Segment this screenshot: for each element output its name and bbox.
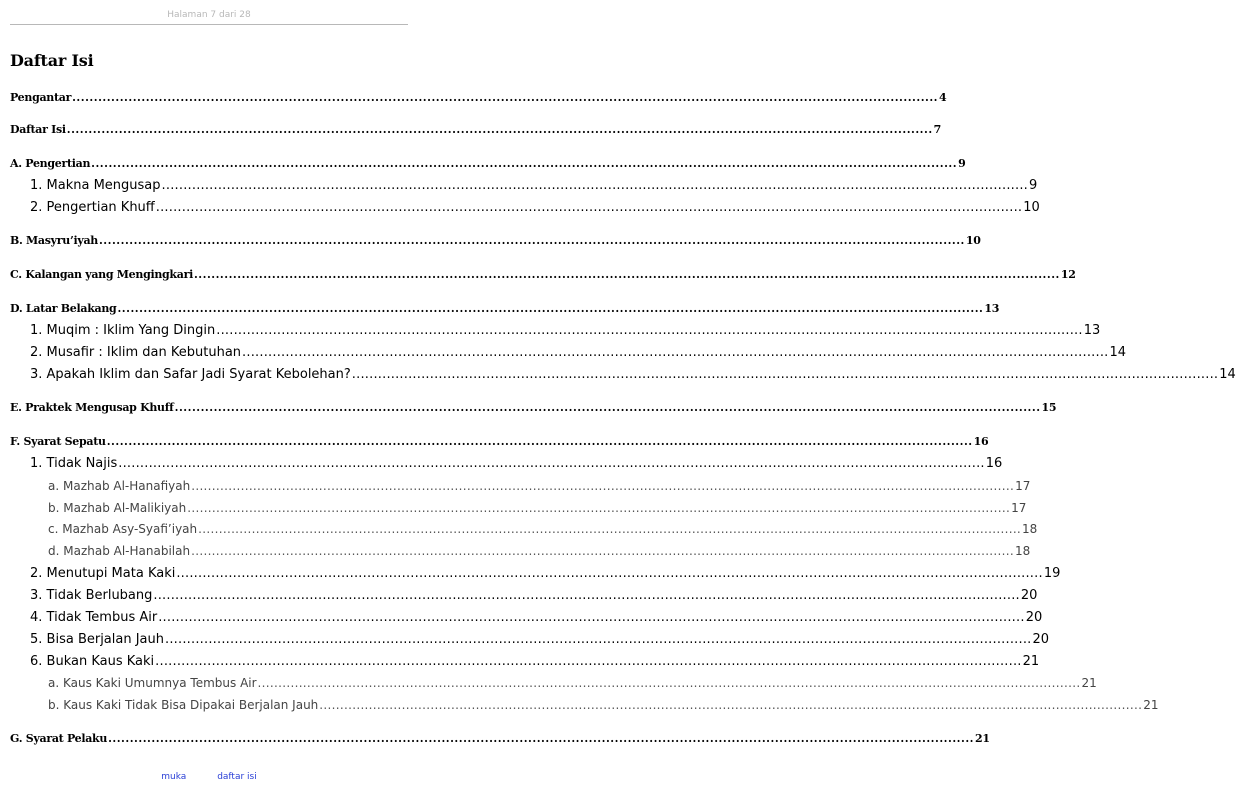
toc-entry-label: G. Syarat Pelaku bbox=[10, 732, 108, 745]
toc-entry[interactable] bbox=[30, 654, 1040, 669]
toc-leader-dots: ........................................................................................................................................................................................................ bbox=[106, 435, 973, 448]
toc-leader-dots: ........................................................................................................................................................................................................ bbox=[187, 501, 1011, 515]
page-indicator: Halaman 7 dari 28 bbox=[167, 10, 251, 20]
toc-leader-dots: ........................................................................................................................................................................................................ bbox=[98, 234, 965, 247]
toc-leader-dots: ........................................................................................................................................................................................................ bbox=[319, 698, 1143, 712]
toc-entry-label: 2. Musafir : Iklim dan Kebutuhan bbox=[30, 345, 242, 360]
toc-entry[interactable] bbox=[10, 435, 989, 448]
toc-entry-page: 19 bbox=[1043, 566, 1061, 581]
toc-entry-label: c. Mazhab Asy-Syafi’iyah bbox=[48, 522, 198, 536]
toc-leader-dots: ........................................................................................................................................................................................................ bbox=[155, 200, 1023, 215]
page-title: Daftar Isi bbox=[10, 51, 94, 70]
toc-entry-label: a. Mazhab Al-Hanafiyah bbox=[48, 479, 191, 493]
toc-entry-page: 16 bbox=[985, 456, 1003, 471]
toc-leader-dots: ........................................................................................................................................................................................................ bbox=[176, 566, 1043, 581]
toc-entry-label: 5. Bisa Berjalan Jauh bbox=[30, 632, 165, 647]
toc-entry[interactable] bbox=[10, 732, 990, 745]
toc-leader-dots: ........................................................................................................................................................................................................ bbox=[117, 302, 984, 315]
toc-entry-page: 4 bbox=[939, 91, 947, 104]
toc-leader-dots: ........................................................................................................................................................................................................ bbox=[191, 544, 1014, 558]
toc-entry-page: 13 bbox=[1083, 323, 1101, 338]
toc-link[interactable]: daftar isi bbox=[217, 772, 257, 782]
toc-entry-page: 12 bbox=[1060, 268, 1076, 281]
toc-leader-dots: ........................................................................................................................................................................................................ bbox=[257, 676, 1081, 690]
toc-entry[interactable] bbox=[10, 157, 966, 170]
toc-entry[interactable] bbox=[10, 401, 1057, 414]
toc-entry[interactable] bbox=[10, 234, 981, 247]
toc-entry-page: 18 bbox=[1015, 544, 1031, 558]
toc-entry[interactable] bbox=[30, 178, 1038, 193]
toc-leader-dots: ........................................................................................................................................................................................................ bbox=[72, 91, 939, 104]
toc-entry-page: 20 bbox=[1032, 632, 1050, 647]
toc-entry[interactable] bbox=[30, 456, 1003, 471]
toc-entry[interactable] bbox=[10, 91, 947, 104]
toc-entry-page: 18 bbox=[1022, 522, 1038, 536]
toc-entry-label: d. Mazhab Al-Hanabilah bbox=[48, 544, 191, 558]
toc-entry-page: 16 bbox=[973, 435, 989, 448]
toc-entry-label: E. Praktek Mengusap Khuff bbox=[10, 401, 174, 414]
toc-entry-label: a. Kaus Kaki Umumnya Tembus Air bbox=[48, 676, 257, 690]
toc-entry-label: 3. Apakah Iklim dan Safar Jadi Syarat Kebolehan? bbox=[30, 367, 351, 382]
toc-entry[interactable] bbox=[30, 588, 1038, 603]
toc-leader-dots: ........................................................................................................................................................................................................ bbox=[351, 367, 1219, 382]
toc-leader-dots: ........................................................................................................................................................................................................ bbox=[193, 268, 1060, 281]
toc-leader-dots: ........................................................................................................................................................................................................ bbox=[91, 157, 958, 170]
toc-entry-page: 20 bbox=[1020, 588, 1038, 603]
toc-entry[interactable] bbox=[30, 323, 1101, 338]
header-divider bbox=[10, 24, 408, 25]
toc-entry[interactable] bbox=[48, 676, 1097, 690]
toc-entry-page: 14 bbox=[1109, 345, 1127, 360]
toc-entry-page: 21 bbox=[1022, 654, 1040, 669]
toc-leader-dots: ........................................................................................................................................................................................................ bbox=[165, 632, 1032, 647]
toc-entry-label: 2. Pengertian Khuff bbox=[30, 200, 155, 215]
toc-entry-label: F. Syarat Sepatu bbox=[10, 435, 106, 448]
toc-entry[interactable] bbox=[10, 302, 1000, 315]
toc-entry-page: 21 bbox=[1143, 698, 1159, 712]
toc-entry-label: C. Kalangan yang Mengingkari bbox=[10, 268, 193, 281]
toc-entry[interactable] bbox=[30, 566, 1061, 581]
toc-entry-page: 13 bbox=[984, 302, 1000, 315]
toc-entry-label: b. Mazhab Al-Malikiyah bbox=[48, 501, 187, 515]
toc-leader-dots: ........................................................................................................................................................................................................ bbox=[108, 732, 974, 745]
toc-entry-page: 21 bbox=[974, 732, 990, 745]
toc-entry-label: B. Masyru’iyah bbox=[10, 234, 98, 247]
toc-entry[interactable] bbox=[30, 367, 1236, 382]
toc-entry-page: 10 bbox=[965, 234, 981, 247]
toc-entry[interactable] bbox=[48, 544, 1031, 558]
toc-leader-dots: ........................................................................................................................................................................................................ bbox=[216, 323, 1083, 338]
toc-entry-label: 4. Tidak Tembus Air bbox=[30, 610, 158, 625]
toc-entry-label: D. Latar Belakang bbox=[10, 302, 117, 315]
toc-entry-page: 15 bbox=[1041, 401, 1057, 414]
toc-leader-dots: ........................................................................................................................................................................................................ bbox=[118, 456, 985, 471]
toc-entry[interactable] bbox=[10, 123, 942, 136]
toc-entry-label: b. Kaus Kaki Tidak Bisa Dipakai Berjalan Jauh bbox=[48, 698, 319, 712]
toc-entry-page: 17 bbox=[1015, 479, 1031, 493]
toc-entry[interactable] bbox=[10, 268, 1076, 281]
toc-leader-dots: ........................................................................................................................................................................................................ bbox=[174, 401, 1041, 414]
toc-entry-page: 21 bbox=[1081, 676, 1097, 690]
toc-leader-dots: ........................................................................................................................................................................................................ bbox=[198, 522, 1022, 536]
toc-entry-label: 1. Tidak Najis bbox=[30, 456, 118, 471]
toc-entry-page: 9 bbox=[1029, 178, 1038, 193]
toc-entry-page: 20 bbox=[1025, 610, 1043, 625]
toc-leader-dots: ........................................................................................................................................................................................................ bbox=[158, 610, 1025, 625]
toc-entry[interactable] bbox=[48, 501, 1027, 515]
toc-entry-page: 7 bbox=[933, 123, 942, 136]
toc-leader-dots: ........................................................................................................................................................................................................ bbox=[191, 479, 1015, 493]
toc-leader-dots: ........................................................................................................................................................................................................ bbox=[153, 588, 1020, 603]
toc-entry-label: 2. Menutupi Mata Kaki bbox=[30, 566, 176, 581]
toc-entry[interactable] bbox=[30, 632, 1050, 647]
toc-entry-label: 1. Muqim : Iklim Yang Dingin bbox=[30, 323, 216, 338]
toc-leader-dots: ........................................................................................................................................................................................................ bbox=[161, 178, 1028, 193]
toc-entry-label: 3. Tidak Berlubang bbox=[30, 588, 153, 603]
toc-entry-page: 10 bbox=[1023, 200, 1040, 215]
toc-entry[interactable] bbox=[30, 345, 1127, 360]
toc-entry[interactable] bbox=[48, 522, 1038, 536]
toc-leader-dots: ........................................................................................................................................................................................................ bbox=[155, 654, 1022, 669]
toc-leader-dots: ........................................................................................................................................................................................................ bbox=[66, 123, 933, 136]
toc-entry-page: 14 bbox=[1219, 367, 1236, 382]
toc-entry-label: A. Pengertian bbox=[10, 157, 91, 170]
toc-entry[interactable] bbox=[48, 698, 1159, 712]
toc-entry-label: 6. Bukan Kaus Kaki bbox=[30, 654, 155, 669]
toc-entry[interactable] bbox=[30, 200, 1040, 215]
toc-entry-page: 17 bbox=[1011, 501, 1027, 515]
toc-entry-page: 9 bbox=[958, 157, 966, 170]
first-page-link[interactable]: muka bbox=[161, 772, 187, 782]
toc-entry-label: 1. Makna Mengusap bbox=[30, 178, 161, 193]
toc-entry[interactable] bbox=[30, 610, 1043, 625]
footer-nav bbox=[0, 772, 418, 782]
toc-entry[interactable] bbox=[48, 479, 1031, 493]
toc-leader-dots: ........................................................................................................................................................................................................ bbox=[242, 345, 1109, 360]
toc-entry-label: Pengantar bbox=[10, 91, 72, 104]
toc-entry-label: Daftar Isi bbox=[10, 123, 66, 136]
